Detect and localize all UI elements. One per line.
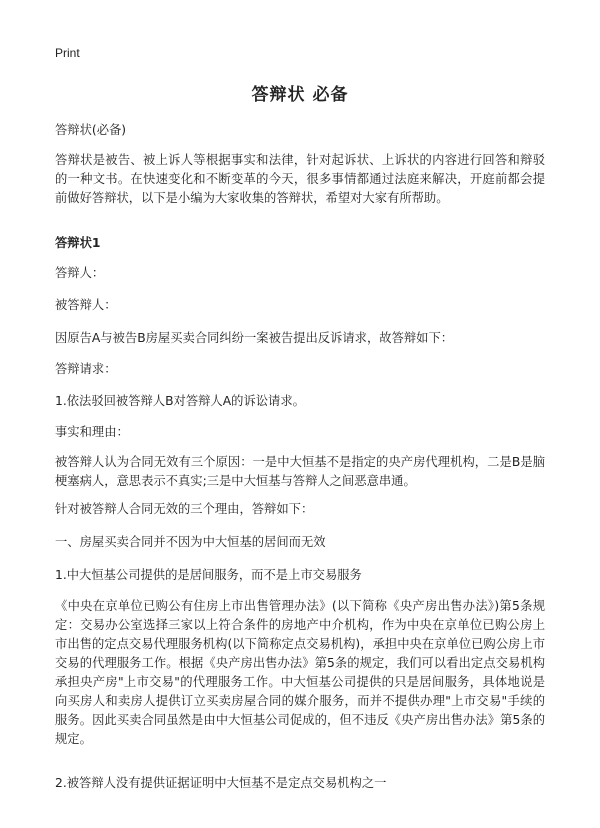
- intro-paragraph: 答辩状是被告、被上诉人等根据事实和法律，针对起诉状、上诉状的内容进行回答和辩驳的一种文书。在快速变化和不断变革的今天，很多事情都通过法庭来解决，开庭前都会提前做好答辩状，以下是小编为大家收集的答辩状，希望对大家有所帮助。: [55, 153, 545, 205]
- request-item-1: 1.依法驳回被答辩人B对答辩人A的诉讼请求。: [55, 394, 305, 408]
- page-title: 答辩状 必备: [251, 85, 349, 105]
- subpoint-1-paragraph: 《中央在京单位已购公有住房上市出售管理办法》(以下简称《央产房出售办法》)第5条规定：交易办公室选择三家以上符合条件的房地产中介机构，作为中央在京单位已购公房上市出售的定点交易代理服务机构(以下简称定点交易机构)，承担中央在京单位已购公房上市交易的代理服务工作。根据《央产房出售办法》第5条的规定，我们可以看出定点交易机构承担央产房"上市交易"的代理服务工作。中大恒基公司提供的只是居间服务，具体地说是向买房人和卖房人提供订立买卖房屋合同的媒介服务，而并不提供办理"上市交易"手续的服务。因此买卖合同虽然是由中大恒基公司促成的，但不违反《央产房出售办法》第5条的规定。: [55, 599, 545, 746]
- facts-label: 事实和理由：: [55, 425, 129, 439]
- document-subtitle: 答辩状(必备): [55, 123, 127, 137]
- request-label: 答辩请求：: [55, 362, 117, 376]
- print-link[interactable]: Print: [55, 46, 80, 60]
- point-one-heading: 一、房屋买卖合同并不因为中大恒基的居间而无效: [55, 535, 326, 549]
- reply-intro: 针对被答辩人合同无效的三个理由，答辩如下：: [55, 502, 314, 516]
- respondent-label: 答辩人：: [55, 266, 105, 280]
- facts-paragraph: 被答辩人认为合同无效有三个原因：一是中大恒基不是指定的央产房代理机构，二是B是脑梗塞病人，意思表示不真实;三是中大恒基与答辩人之间恶意串通。: [55, 455, 545, 488]
- section-heading: 答辩状1: [55, 236, 101, 250]
- case-statement: 因原告A与被告B房屋买卖合同纠纷一案被告提出反诉请求，故答辩如下：: [55, 331, 454, 345]
- subpoint-1-heading: 1.中大恒基公司提供的是居间服务，而不是上市交易服务: [55, 568, 362, 582]
- subpoint-2-heading: 2.被答辩人没有提供证据证明中大恒基不是定点交易机构之一: [55, 776, 387, 790]
- answered-party-label: 被答辩人：: [55, 298, 117, 312]
